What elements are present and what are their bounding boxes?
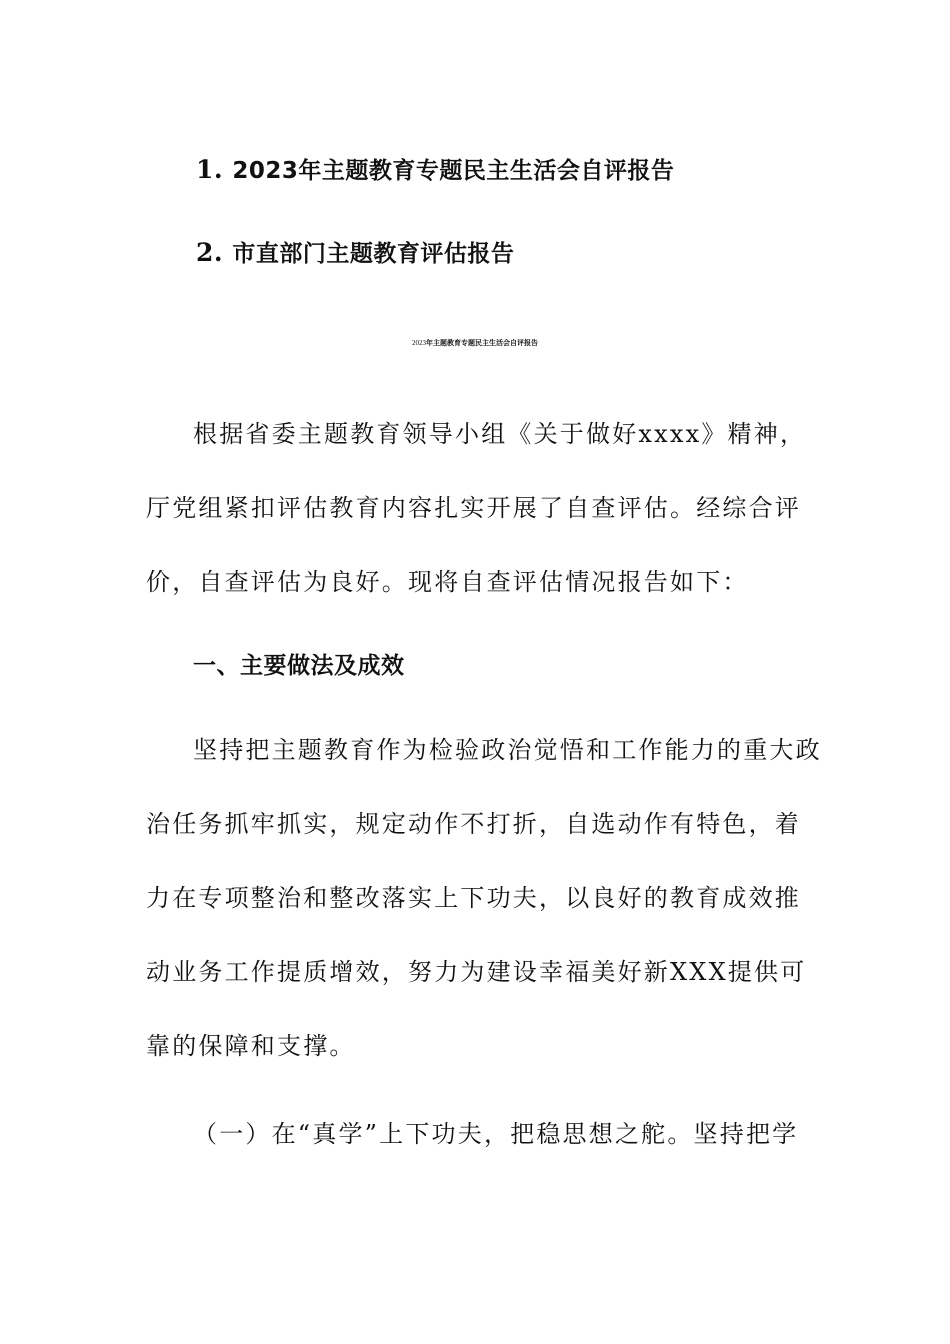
paragraph-1-line-2: 厅党组紧扣评估教育内容扎实开展了自查评估。经综合评 (146, 494, 801, 522)
document-title-text: 年主题教育专题民主生活会自评报告 (426, 339, 538, 347)
toc-item-2-number: 2. (196, 238, 233, 267)
paragraph-2-line-2: 治任务抓牢抓实，规定动作不打折，自选动作有特色，着 (146, 810, 801, 838)
paragraph-2-line-3: 力在专项整治和整改落实上下功夫，以良好的教育成效推 (146, 884, 801, 912)
toc-item-2 (196, 238, 514, 269)
paragraph-2-line-4: 动业务工作提质增效，努力为建设幸福美好新XXX提供可 (146, 958, 807, 986)
section-1-heading: 一、主要做法及成效 (193, 653, 405, 679)
toc-item-1 (196, 155, 674, 186)
paragraph-3-line-1: （一）在“真学”上下功夫，把稳思想之舵。坚持把学 (193, 1120, 799, 1148)
paragraph-2-line-1: 坚持把主题教育作为检验政治觉悟和工作能力的重大政 (193, 736, 822, 764)
toc-item-1-text: 2023年主题教育专题民主生活会自评报告 (232, 158, 675, 184)
paragraph-1-line-3: 价，自查评估为良好。现将自查评估情况报告如下： (146, 568, 749, 596)
paragraph-1-line-1: 根据省委主题教育领导小组《关于做好xxxx》精神， (193, 420, 807, 448)
toc-item-2-text: 市直部门主题教育评估报告 (232, 241, 515, 267)
paragraph-2-line-5: 靠的保障和支撑。 (146, 1032, 356, 1060)
document-title (0, 325, 950, 361)
toc-item-1-number: 1. (196, 155, 233, 184)
document-title-year: 2023 (412, 339, 426, 347)
